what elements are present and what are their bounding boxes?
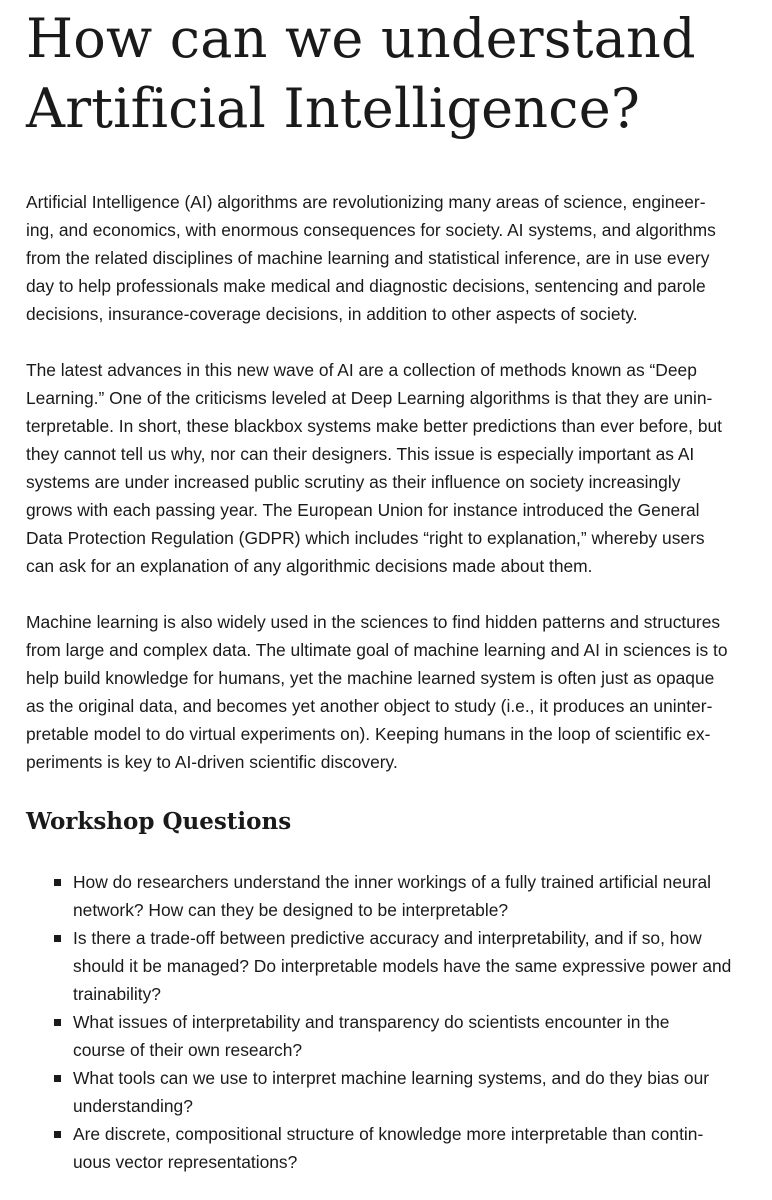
paragraph-line: The latest advances in this new wave of AI are a collection of methods known as “Deep bbox=[26, 360, 697, 380]
question-line: understanding? bbox=[73, 1096, 193, 1116]
question-line: What tools can we use to interpret machine learning systems, and do they bias our bbox=[73, 1068, 710, 1088]
paragraph-line: grows with each passing year. The European Union for instance introduced the General bbox=[26, 500, 700, 520]
question-line: trainability? bbox=[73, 984, 161, 1004]
question-line: course of their own research? bbox=[73, 1040, 303, 1060]
paragraph-line: Artificial Intelligence (AI) algorithms are revolutionizing many areas of science, engineer- bbox=[26, 192, 706, 212]
workshop-questions-heading: Workshop Questions bbox=[26, 808, 292, 835]
paragraph-line: Machine learning is also widely used in the sciences to find hidden patterns and structures bbox=[26, 612, 721, 632]
paragraph-line: systems are under increased public scrutiny as their influence on society increasingly bbox=[26, 472, 681, 492]
article bbox=[26, 0, 738, 1176]
question-line: Is there a trade-off between predictive accuracy and interpretability, and if so, how bbox=[73, 928, 702, 948]
paragraph-line: terpretable. In short, these blackbox systems make better predictions than ever before, but bbox=[26, 416, 722, 436]
paragraph-line: they cannot tell us why, nor can their designers. This issue is especially important as AI bbox=[26, 444, 695, 464]
question-line: should it be managed? Do interpretable models have the same expressive power and bbox=[73, 956, 732, 976]
paragraph-line: Learning.” One of the criticisms leveled at Deep Learning algorithms is that they are unin- bbox=[26, 388, 713, 408]
question-item bbox=[26, 1064, 738, 1120]
paragraph-line: periments is key to AI-driven scientific discovery. bbox=[26, 752, 398, 772]
paragraph-line: from the related disciplines of machine learning and statistical inference, are in use every bbox=[26, 248, 710, 268]
question-line: network? How can they be designed to be interpretable? bbox=[73, 900, 509, 920]
page-title-line: How can we understand bbox=[26, 7, 696, 70]
paragraph-line: as the original data, and becomes yet another object to study (i.e., it produces an uninter- bbox=[26, 696, 713, 716]
science-paragraph bbox=[26, 608, 738, 776]
square-bullet-icon bbox=[54, 879, 61, 886]
paragraph-line: from large and complex data. The ultimate goal of machine learning and AI in sciences is to bbox=[26, 640, 728, 660]
paragraph-line: decisions, insurance-coverage decisions, in addition to other aspects of society. bbox=[26, 304, 638, 324]
page-title bbox=[26, 4, 738, 144]
question-line: Are discrete, compositional structure of knowledge more interpretable than contin- bbox=[73, 1124, 704, 1144]
question-item bbox=[26, 868, 738, 924]
square-bullet-icon bbox=[54, 1019, 61, 1026]
workshop-questions-list bbox=[26, 868, 738, 1176]
paragraph-line: pretable model to do virtual experiments on). Keeping humans in the loop of scientific ex- bbox=[26, 724, 711, 744]
deep-learning-paragraph bbox=[26, 356, 738, 580]
question-line: What issues of interpretability and transparency do scientists encounter in the bbox=[73, 1012, 670, 1032]
paragraph-line: can ask for an explanation of any algorithmic decisions made about them. bbox=[26, 556, 593, 576]
paragraph-line: Data Protection Regulation (GDPR) which includes “right to explanation,” whereby users bbox=[26, 528, 705, 548]
square-bullet-icon bbox=[54, 1075, 61, 1082]
question-item bbox=[26, 1008, 738, 1064]
paragraph-line: day to help professionals make medical and diagnostic decisions, sentencing and parole bbox=[26, 276, 706, 296]
square-bullet-icon bbox=[54, 935, 61, 942]
paragraph-line: ing, and economics, with enormous consequences for society. AI systems, and algorithms bbox=[26, 220, 716, 240]
question-item bbox=[26, 924, 738, 1008]
paragraph-line: help build knowledge for humans, yet the machine learned system is often just as opaque bbox=[26, 668, 715, 688]
page-title-line: Artificial Intelligence? bbox=[26, 77, 641, 140]
question-line: uous vector representations? bbox=[73, 1152, 298, 1172]
intro-paragraph bbox=[26, 188, 738, 328]
question-item bbox=[26, 1120, 738, 1176]
question-line: How do researchers understand the inner workings of a fully trained artificial neural bbox=[73, 872, 711, 892]
square-bullet-icon bbox=[54, 1131, 61, 1138]
